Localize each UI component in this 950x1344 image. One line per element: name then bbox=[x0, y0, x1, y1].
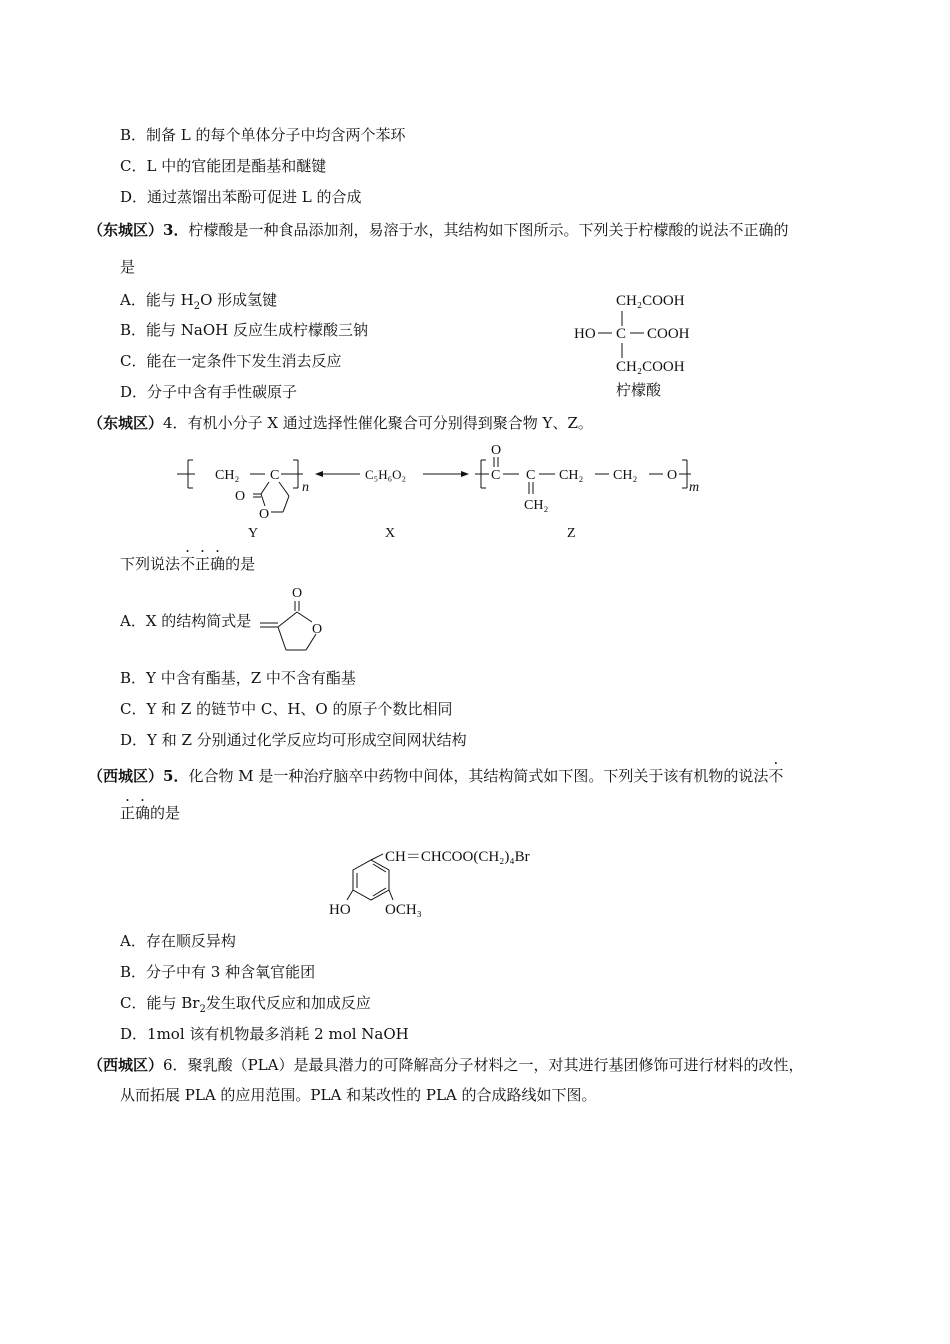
option-d: D．Y 和 Z 分别通过化学反应均可形成空间网状结构 bbox=[120, 731, 467, 749]
option-a bbox=[120, 291, 278, 312]
question-3-stem-cont: 是 bbox=[120, 258, 136, 276]
option-b: B．分子中有 3 种含氧官能团 bbox=[120, 963, 316, 981]
compound-m-structure bbox=[325, 842, 585, 922]
struct-caption: 柠檬酸 bbox=[616, 383, 662, 399]
question-number: 5． bbox=[163, 767, 189, 785]
emphasis-char: 正 bbox=[120, 804, 136, 822]
y-o-carbonyl: O bbox=[235, 489, 246, 504]
z-o-top: O bbox=[491, 443, 502, 458]
emphasis-char: 确 bbox=[210, 555, 226, 573]
option-a-sub: 2 bbox=[193, 301, 201, 312]
struct-bottom: CH₂COOH bbox=[616, 359, 685, 375]
label-z: Z bbox=[567, 526, 576, 541]
stem-text: 柠檬酸是一种食品添加剂，易溶于水，其结构如下图所示。下列关于柠檬酸的说法不正确的 bbox=[188, 221, 789, 239]
option-c: C．L 中的官能团是酯基和醚键 bbox=[120, 157, 327, 175]
option-a-pre: A．能与 H bbox=[120, 291, 194, 309]
y-n: n bbox=[302, 480, 309, 495]
struct-ho: HO bbox=[574, 326, 596, 342]
district-label: （东城区） bbox=[88, 221, 164, 239]
x-o-ring: O bbox=[312, 622, 323, 637]
polymerization-scheme bbox=[185, 438, 725, 544]
y-ch2: CH₂ bbox=[215, 468, 240, 483]
stem-text: 聚乳酸（PLA）是最具潜力的可降解高分子材料之一，对其进行基团修饰可进行材料的改性， bbox=[187, 1056, 804, 1074]
question-6-stem-cont: 从而拓展 PLA 的应用范围。PLA 和某改性的 PLA 的合成路线如下图。 bbox=[120, 1086, 597, 1104]
x-o-carbonyl: O bbox=[292, 586, 303, 601]
option-a: A．X 的结构简式是 bbox=[120, 612, 252, 630]
question-6-stem bbox=[88, 1056, 803, 1074]
emphasis-char: 正 bbox=[195, 555, 211, 573]
option-d: D．分子中含有手性碳原子 bbox=[120, 383, 298, 401]
option-d: D．通过蒸馏出苯酚可促进 L 的合成 bbox=[120, 188, 362, 206]
option-c-sub: 2 bbox=[199, 1004, 206, 1015]
z-c2: C bbox=[526, 468, 536, 483]
struct-center-c: C bbox=[616, 326, 627, 342]
struct-cooh: COOH bbox=[647, 326, 690, 342]
option-b: B．能与 NaOH 反应生成柠檬酸三钠 bbox=[120, 321, 369, 339]
z-o: O bbox=[667, 468, 678, 483]
citric-acid-structure bbox=[570, 288, 710, 404]
z-ch2-bottom: CH₂ bbox=[524, 498, 549, 513]
stem-text: 化合物 M 是一种治疗脑卒中药物中间体，其结构简式如下图。下列关于该有机物的说法 bbox=[188, 767, 769, 785]
prompt-post: 的是 bbox=[225, 555, 256, 573]
stem-text: 有机小分子 X 通过选择性催化聚合可分别得到聚合物 Y、Z。 bbox=[187, 414, 593, 432]
z-ch2b: CH₂ bbox=[613, 468, 638, 483]
option-d: D．1mol 该有机物最多消耗 2 mol NaOH bbox=[120, 1025, 409, 1043]
question-3-stem bbox=[88, 221, 788, 239]
question-5-stem-cont bbox=[120, 804, 180, 822]
x-formula: C₅H₆O₂ bbox=[365, 467, 407, 482]
m-ho: HO bbox=[329, 902, 351, 918]
y-o-ring: O bbox=[259, 507, 270, 522]
question-number: 4． bbox=[163, 414, 188, 432]
question-5-stem bbox=[88, 767, 783, 785]
option-c bbox=[120, 994, 371, 1015]
option-c-post: 发生取代反应和加成反应 bbox=[205, 994, 371, 1012]
question-4-stem bbox=[88, 414, 593, 432]
question-number: 3． bbox=[163, 221, 189, 239]
x-structure bbox=[250, 582, 340, 654]
label-y: Y bbox=[248, 526, 259, 541]
option-a-post: O 形成氢键 bbox=[200, 291, 278, 309]
option-b: B．Y 中含有酯基，Z 中不含有酯基 bbox=[120, 669, 356, 687]
label-x: X bbox=[385, 526, 396, 541]
emphasis-char: 不 bbox=[768, 767, 784, 785]
z-c1: C bbox=[491, 468, 501, 483]
m-chain: CH＝CHCOO(CH₂)₄Br bbox=[385, 849, 530, 865]
question-4-prompt bbox=[120, 555, 255, 573]
district-label: （西城区） bbox=[88, 767, 164, 785]
emphasis-char: 不 bbox=[180, 555, 196, 573]
struct-top: CH₂COOH bbox=[616, 293, 685, 309]
option-c: C．能在一定条件下发生消去反应 bbox=[120, 352, 342, 370]
stem-cont-post: 的是 bbox=[150, 804, 181, 822]
y-c: C bbox=[270, 468, 280, 483]
prompt-pre: 下列说法 bbox=[120, 555, 181, 573]
option-a: A．存在顺反异构 bbox=[120, 932, 236, 950]
option-b: B．制备 L 的每个单体分子中均含两个苯环 bbox=[120, 126, 406, 144]
option-c: C．Y 和 Z 的链节中 C、H、O 的原子个数比相同 bbox=[120, 700, 453, 718]
z-m: m bbox=[689, 480, 700, 495]
district-label: （西城区） bbox=[88, 1056, 164, 1074]
option-c-pre: C．能与 Br bbox=[120, 994, 200, 1012]
question-number: 6． bbox=[163, 1056, 188, 1074]
district-label: （东城区） bbox=[88, 414, 164, 432]
m-och3: OCH₃ bbox=[385, 902, 422, 918]
emphasis-char: 确 bbox=[135, 804, 151, 822]
z-ch2a: CH₂ bbox=[559, 468, 584, 483]
